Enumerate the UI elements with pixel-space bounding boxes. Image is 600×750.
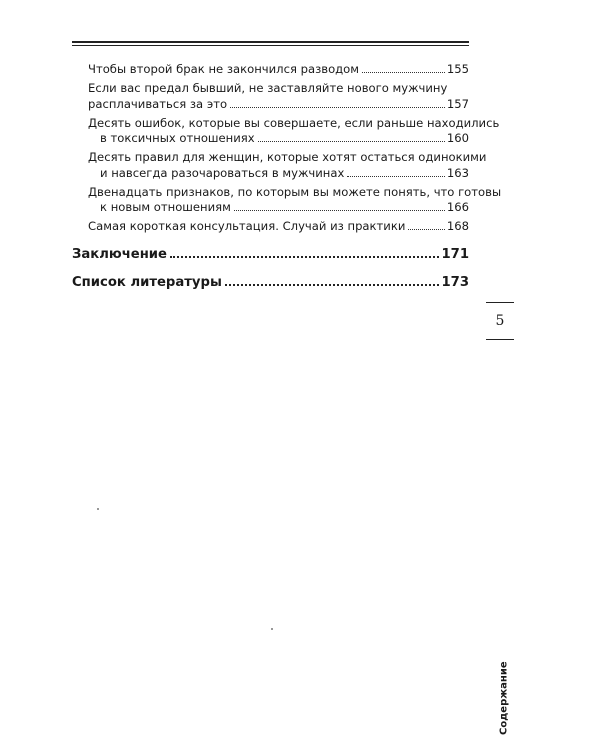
toc-entry-title: Чтобы второй брак не закончился разводом <box>88 62 360 76</box>
dot-leader <box>258 141 445 142</box>
toc-entry-page: 163 <box>446 165 469 180</box>
toc-entry-page: 157 <box>446 96 469 111</box>
toc-conclusion <box>72 246 469 264</box>
toc-entry <box>72 62 469 78</box>
toc-entry-title: Самая короткая консультация. Случай из практики <box>88 219 406 233</box>
toc-conclusion-label: Заключение <box>72 246 167 262</box>
toc-entry-title-line2: расплачиваться за это <box>88 96 228 111</box>
dot-leader <box>225 284 440 286</box>
toc-conclusion-page: 171 <box>441 246 469 262</box>
toc-entry-title-line1: Если вас предал бывший, не заставляйте нового мужчину <box>88 81 448 95</box>
toc-entry <box>72 81 469 112</box>
toc-entry-page: 155 <box>446 62 469 76</box>
toc-entry-page: 166 <box>446 200 469 214</box>
dot-leader <box>408 229 444 230</box>
print-speck <box>271 628 273 630</box>
toc-entry-title-line1: Десять правил для женщин, которые хотят остаться одинокими <box>88 150 487 164</box>
print-speck <box>97 508 99 510</box>
toc-bibliography-label: Список литературы <box>72 274 222 290</box>
section-label-text: Содержание <box>498 661 510 735</box>
table-of-contents <box>72 62 502 292</box>
page-number-value: 5 <box>495 313 505 329</box>
toc-entry-title-line2: и навсегда разочароваться в мужчинах <box>100 165 345 180</box>
dot-leader <box>170 256 439 258</box>
dot-leader <box>362 72 445 73</box>
toc-entry-title-line2: к новым отношениям <box>100 200 231 214</box>
toc-bibliography-page: 173 <box>441 274 469 290</box>
toc-entry-page: 168 <box>446 219 469 233</box>
toc-entry <box>72 184 502 216</box>
toc-entry-page: 160 <box>446 131 469 145</box>
toc-bibliography <box>72 274 469 292</box>
page-number <box>486 302 514 340</box>
dot-leader <box>230 107 445 108</box>
dot-leader <box>234 210 445 211</box>
toc-entry-title-line1: Десять ошибок, которые вы совершаете, если раньше находились <box>88 115 500 130</box>
toc-entry-title-line1: Двенадцать признаков, по которым вы можете понять, что готовы <box>88 184 502 199</box>
toc-entry <box>72 150 487 181</box>
top-rule <box>72 41 469 46</box>
toc-entry <box>72 115 500 147</box>
toc-entry <box>72 219 469 235</box>
running-section-label <box>497 655 511 735</box>
toc-entry-title-line2: в токсичных отношениях <box>100 131 255 145</box>
dot-leader <box>347 176 445 177</box>
